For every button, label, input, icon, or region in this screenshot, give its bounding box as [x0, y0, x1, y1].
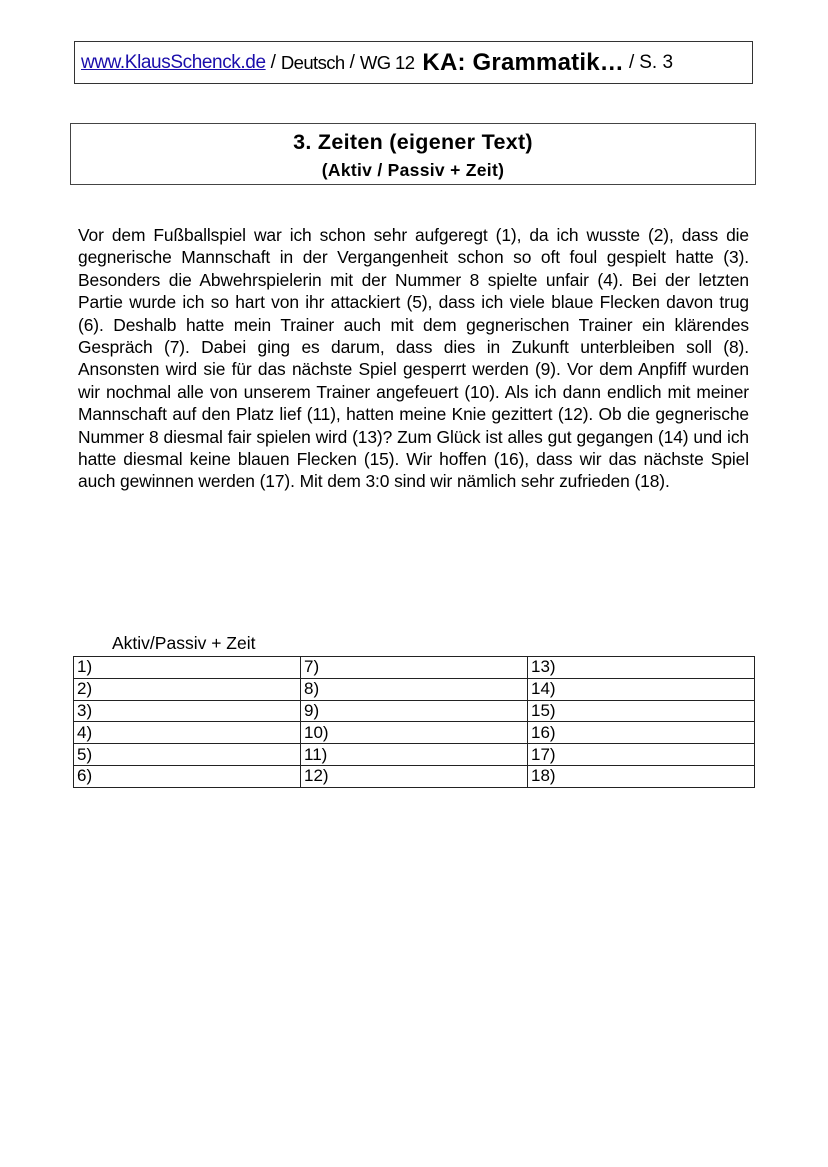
header-separator: /	[628, 51, 635, 73]
answer-cell[interactable]: 6)	[74, 765, 301, 787]
header-separator: /	[270, 51, 276, 73]
answer-cell[interactable]: 10)	[301, 722, 528, 744]
answer-cell[interactable]: 18)	[528, 765, 755, 787]
answer-cell[interactable]: 8)	[301, 678, 528, 700]
answer-cell[interactable]: 5)	[74, 744, 301, 766]
answer-cell[interactable]: 13)	[528, 657, 755, 679]
answer-table	[73, 656, 755, 788]
page-header	[74, 41, 753, 84]
header-class: WG 12	[359, 51, 415, 73]
answer-cell[interactable]: 9)	[301, 700, 528, 722]
answer-cell[interactable]: 14)	[528, 678, 755, 700]
section-title: 3. Zeiten (eigener Text)	[293, 130, 533, 154]
table-row	[74, 700, 755, 722]
table-row	[74, 722, 755, 744]
table-row	[74, 765, 755, 787]
section-title-box	[70, 123, 756, 185]
answer-cell[interactable]: 3)	[74, 700, 301, 722]
page-number: S. 3	[639, 51, 674, 73]
answer-cell[interactable]: 1)	[74, 657, 301, 679]
answer-cell[interactable]: 4)	[74, 722, 301, 744]
table-row	[74, 657, 755, 679]
section-subtitle: (Aktiv / Passiv + Zeit)	[321, 160, 505, 180]
header-subject: Deutsch	[280, 51, 345, 73]
header-separator: /	[349, 51, 355, 73]
answer-cell[interactable]: 11)	[301, 744, 528, 766]
exercise-text: Vor dem Fußballspiel war ich schon sehr aufgeregt (1), da ich wusste (2), dass die gegnerische Mannschaft in der Vergangenheit schon so oft foul gespielt hatte (3). Besonders die Abwehrspielerin mit der Nummer 8 spielte unfair (4). Bei der letzten Partie wurde ich so hart von ihr attackiert (5), dass ich viele blaue Flecken davon trug (6). Deshalb hatte mein Trainer auch mit dem gegnerischen Trainer ein klärendes Gespräch (7). Dabei ging es darum, dass dies in Zukunft unterbleiben soll (8). Ansonsten wird sie für das nächste Spiel gesperrt werden (9). Vor dem Anpfiff wurden wir nochmal alle von unserem Trainer angefeuert (10). Als ich dann endlich mit meiner Mannschaft auf den Platz lief (11), hatten meine Knie gezittert (12). Ob die gegnerische Nummer 8 diesmal fair spielen wird (13)? Zum Glück ist alles gut gegangen (14) und ich hatte diesmal keine blauen Flecken (15). Wir hoffen (16), dass wir das nächste Spiel auch gewinnen werden (17). Mit dem 3:0 sind wir nämlich sehr zufrieden (18).	[78, 225, 749, 492]
answer-cell[interactable]: 12)	[301, 765, 528, 787]
answer-cell[interactable]: 15)	[528, 700, 755, 722]
site-link[interactable]: www.KlausSchenck.de	[81, 51, 266, 73]
table-row	[74, 744, 755, 766]
answer-cell[interactable]: 16)	[528, 722, 755, 744]
table-caption: Aktiv/Passiv + Zeit	[112, 633, 256, 653]
answer-cell[interactable]: 17)	[528, 744, 755, 766]
exam-title: KA: Grammatik…	[422, 48, 624, 76]
table-row	[74, 678, 755, 700]
answer-cell[interactable]: 7)	[301, 657, 528, 679]
answer-cell[interactable]: 2)	[74, 678, 301, 700]
